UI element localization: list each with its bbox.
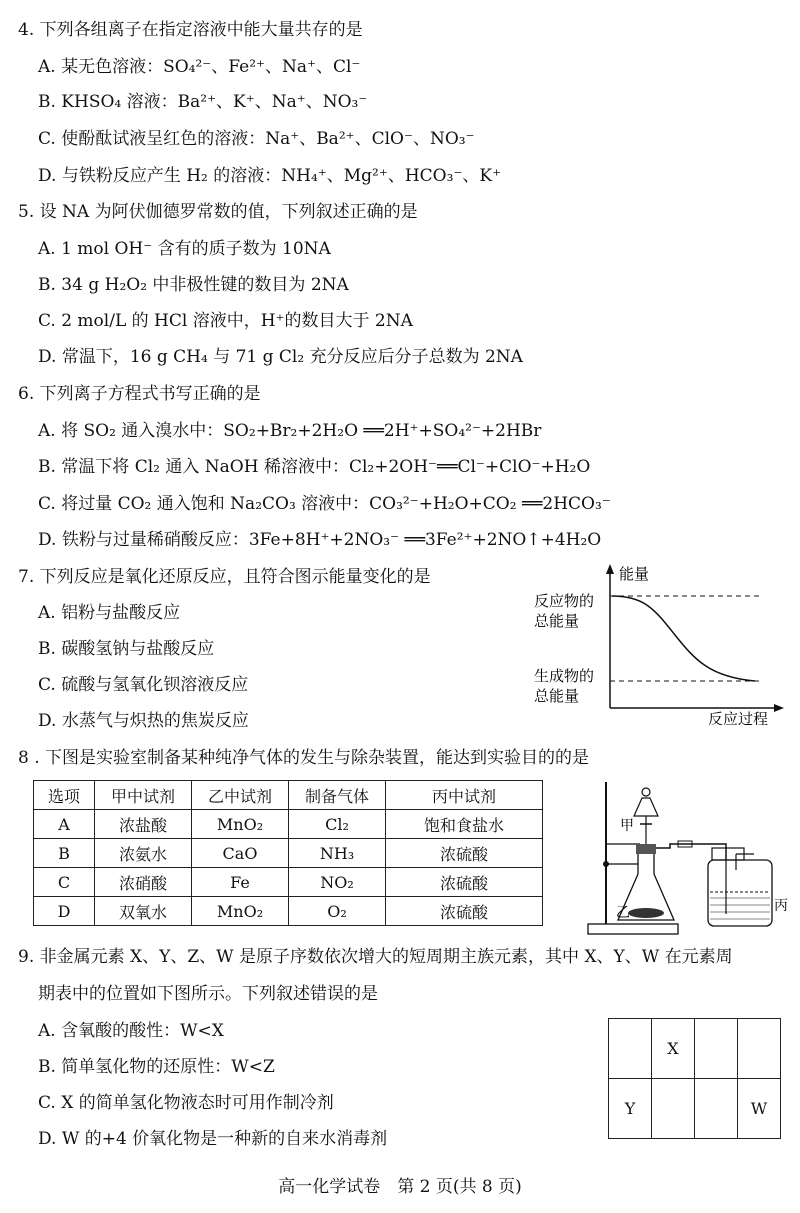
table-cell: 浓硝酸: [95, 868, 192, 897]
y-axis-label: 能量: [619, 565, 650, 583]
label-bing: 丙: [774, 898, 788, 914]
table-cell: MnO₂: [192, 810, 289, 839]
table-cell: CaO: [192, 839, 289, 868]
table-header: 乙中试剂: [192, 781, 289, 810]
table-cell: MnO₂: [192, 897, 289, 926]
energy-diagram: [520, 560, 785, 725]
label-jia: 甲: [620, 818, 634, 834]
q7-option-c: C. 硫酸与氢氧化钡溶液反应: [38, 675, 249, 695]
x-axis-label: 反应过程: [708, 710, 769, 725]
table-cell: X: [652, 1019, 695, 1079]
q6-option-b: B. 常温下将 Cl₂ 通入 NaOH 稀溶液中：Cl₂+2OH⁻══Cl⁻+ClO⁻+H₂O: [38, 457, 591, 477]
q5-stem: 5. 设 NA 为阿伏伽德罗常数的值，下列叙述正确的是: [18, 202, 418, 222]
table-row: [609, 1079, 781, 1139]
q9-option-a: A. 含氧酸的酸性：W<X: [38, 1021, 224, 1041]
table-cell: D: [34, 897, 95, 926]
table-row: [34, 810, 543, 839]
q9-option-d: D. W 的+4 价氧化物是一种新的自来水消毒剂: [38, 1129, 388, 1149]
table-cell: Y: [609, 1079, 652, 1139]
table-cell: W: [738, 1079, 781, 1139]
table-header-row: [34, 781, 543, 810]
table-cell: [609, 1019, 652, 1079]
table-cell: C: [34, 868, 95, 897]
q6-stem: 6. 下列离子方程式书写正确的是: [18, 384, 261, 404]
table-cell: 浓硫酸: [386, 839, 543, 868]
table-cell: B: [34, 839, 95, 868]
table-header: 甲中试剂: [95, 781, 192, 810]
product-label-line1: 生成物的: [534, 667, 595, 685]
table-cell: [738, 1019, 781, 1079]
table-cell: O₂: [289, 897, 386, 926]
reactant-label-line2: 总能量: [534, 612, 580, 630]
q7-option-a: A. 铝粉与盐酸反应: [38, 603, 181, 623]
table-header: 制备气体: [289, 781, 386, 810]
page-footer: 高一化学试卷 第 2 页(共 8 页): [278, 1177, 522, 1197]
table-cell: 双氧水: [95, 897, 192, 926]
q6-option-a: A. 将 SO₂ 通入溴水中：SO₂+Br₂+2H₂O ══2H⁺+SO₄²⁻+2HBr: [38, 421, 542, 441]
table-cell: NH₃: [289, 839, 386, 868]
table-cell: [695, 1079, 738, 1139]
q5-option-c: C. 2 mol/L 的 HCl 溶液中，H⁺的数目大于 2NA: [38, 311, 413, 331]
table-cell: 浓氨水: [95, 839, 192, 868]
gas-apparatus-diagram: [578, 774, 796, 940]
q9-option-b: B. 简单氢化物的还原性：W<Z: [38, 1057, 275, 1077]
q9-stem-line1: 9. 非金属元素 X、Y、Z、W 是原子序数依次增大的短周期主族元素，其中 X、Y、W 在元素周: [18, 947, 733, 967]
table-cell: 浓硫酸: [386, 897, 543, 926]
product-label-line2: 总能量: [534, 687, 580, 705]
periodic-table-fragment: [608, 1018, 781, 1139]
q5-option-a: A. 1 mol OH⁻ 含有的质子数为 10NA: [38, 239, 331, 259]
q4-option-c: C. 使酚酞试液呈红色的溶液：Na⁺、Ba²⁺、ClO⁻、NO₃⁻: [38, 129, 475, 149]
table-header: 丙中试剂: [386, 781, 543, 810]
table-row: [609, 1019, 781, 1079]
table-row: [34, 868, 543, 897]
q4-option-b: B. KHSO₄ 溶液：Ba²⁺、K⁺、Na⁺、NO₃⁻: [38, 92, 368, 112]
q5-option-b: B. 34 g H₂O₂ 中非极性键的数目为 2NA: [38, 275, 349, 295]
table-cell: A: [34, 810, 95, 839]
table-cell: Cl₂: [289, 810, 386, 839]
q8-stem: 8 . 下图是实验室制备某种纯净气体的发生与除杂装置，能达到实验目的的是: [18, 748, 590, 768]
table-header: 选项: [34, 781, 95, 810]
q4-stem: 4. 下列各组离子在指定溶液中能大量共存的是: [18, 20, 363, 40]
table-row: [34, 897, 543, 926]
table-cell: 浓硫酸: [386, 868, 543, 897]
q4-option-a: A. 某无色溶液：SO₄²⁻、Fe²⁺、Na⁺、Cl⁻: [38, 57, 361, 77]
reagent-table: [33, 780, 543, 926]
q7-stem: 7. 下列反应是氧化还原反应，且符合图示能量变化的是: [18, 567, 431, 587]
reactant-label-line1: 反应物的: [534, 592, 595, 610]
q9-stem-line2: 期表中的位置如下图所示。下列叙述错误的是: [38, 984, 378, 1004]
table-cell: NO₂: [289, 868, 386, 897]
q4-option-d: D. 与铁粉反应产生 H₂ 的溶液：NH₄⁺、Mg²⁺、HCO₃⁻、K⁺: [38, 166, 502, 186]
q9-option-c: C. X 的简单氢化物液态时可用作制冷剂: [38, 1093, 334, 1113]
table-cell: [652, 1079, 695, 1139]
q5-option-d: D. 常温下，16 g CH₄ 与 71 g Cl₂ 充分反应后分子总数为 2NA: [38, 347, 523, 367]
table-cell: [695, 1019, 738, 1079]
q7-option-b: B. 碳酸氢钠与盐酸反应: [38, 639, 215, 659]
q6-option-d: D. 铁粉与过量稀硝酸反应：3Fe+8H⁺+2NO₃⁻ ══3Fe²⁺+2NO↑+4H₂O: [38, 530, 602, 550]
table-cell: 饱和食盐水: [386, 810, 543, 839]
q6-option-c: C. 将过量 CO₂ 通入饱和 Na₂CO₃ 溶液中：CO₃²⁻+H₂O+CO₂ ══2HCO₃⁻: [38, 494, 611, 514]
table-cell: 浓盐酸: [95, 810, 192, 839]
q7-option-d: D. 水蒸气与炽热的焦炭反应: [38, 711, 249, 731]
table-cell: Fe: [192, 868, 289, 897]
label-yi: 乙: [616, 905, 630, 921]
table-row: [34, 839, 543, 868]
